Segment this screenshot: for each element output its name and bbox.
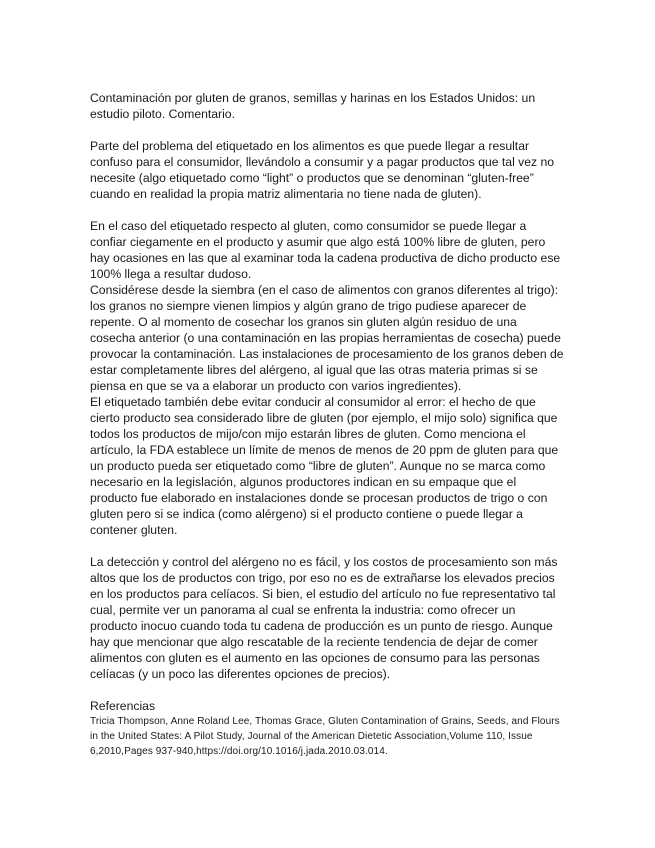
spacer bbox=[90, 202, 564, 218]
spacer bbox=[90, 122, 564, 138]
document-page bbox=[90, 90, 564, 759]
paragraph-labeling-error: El etiquetado también debe evitar conducir al consumidor al error: el hecho de que cierto producto sea considerado libre de gluten (por ejemplo, el mijo solo) significa que todos los productos de mijo/con mijo estarán libres de gluten. Como menciona el artículo, la FDA establece un límite de menos de menos de 20 ppm de gluten para que un producto pueda ser etiquetado como “libre de gluten”. Aunque no se marca como necesario en la legislación, algunos productores indican en su empaque que el producto fue elaborado en instalaciones donde se procesan productos de trigo o con gluten pero si se indica (como alérgeno) si el producto contiene o puede llegar a contener gluten. bbox=[90, 395, 559, 537]
paragraph-allergen-detection: La detección y control del alérgeno no es fácil, y los costos de procesamiento son más altos que los de productos con trigo, por eso no es de extrañarse los elevados precios en los productos para celíacos. Si bien, el estudio del artículo no fue representativo tal cual, permite ver un panorama al cual se enfrenta la industria: como ofrecer un producto inocuo cuando toda tu cadena de producción es un punto de riesgo. Aunque hay que mencionar que algo rescatable de la reciente tendencia de dejar de comer alimentos con gluten es el aumento en las opciones de consumo para las personas celíacas (y un poco las diferentes opciones de precios). bbox=[90, 555, 558, 681]
paragraph-gluten-labeling: En el caso del etiquetado respecto al gluten, como consumidor se puede llegar a confiar ciegamente en el producto y asumir que algo está 100% libre de gluten, pero hay ocasiones en las que al examinar toda la cadena productiva de dicho producto ese 100% llega a resultar dudoso. bbox=[90, 219, 561, 281]
references-heading: Referencias bbox=[90, 699, 156, 713]
paragraph-contamination-sources: Considérese desde la siembra (en el caso de alimentos con granos diferentes al trigo): los granos no siempre vienen limpios y algún grano de trigo pudiese aparecer de repente. O al momento de cosechar los granos sin gluten algún residuo de una cosecha anterior (o una contaminación en las propias herramientas de cosecha) puede provocar la contaminación. Las instalaciones de procesamiento de los granos deben de estar completamente libres del alérgeno, al igual que las otras materia primas si se piensa en que se va a elaborar un producto con varios ingredientes). bbox=[90, 283, 564, 393]
spacer bbox=[90, 538, 564, 554]
paragraph-labeling-problem: Parte del problema del etiquetado en los alimentos es que puede llegar a resultar confuso para el consumidor, llevándolo a consumir y a pagar productos que tal vez no necesite (algo etiquetado como “light” o productos que se denominan “gluten-free” cuando en realidad la propia matriz alimentaria no tiene nada de gluten). bbox=[90, 139, 555, 201]
reference-entry: Tricia Thompson, Anne Roland Lee, Thomas Grace, Gluten Contamination of Grains, Seeds, and Flours in the United States: A Pilot Study, Journal of the American Dietetic Association,Volume 110, Issue 6,2010,Pages 937-940,https://doi.org/10.1016/j.jada.2010.03.014. bbox=[90, 716, 560, 757]
spacer bbox=[90, 682, 564, 698]
document-title: Contaminación por gluten de granos, semillas y harinas en los Estados Unidos: un estudio piloto. Comentario. bbox=[90, 91, 536, 121]
